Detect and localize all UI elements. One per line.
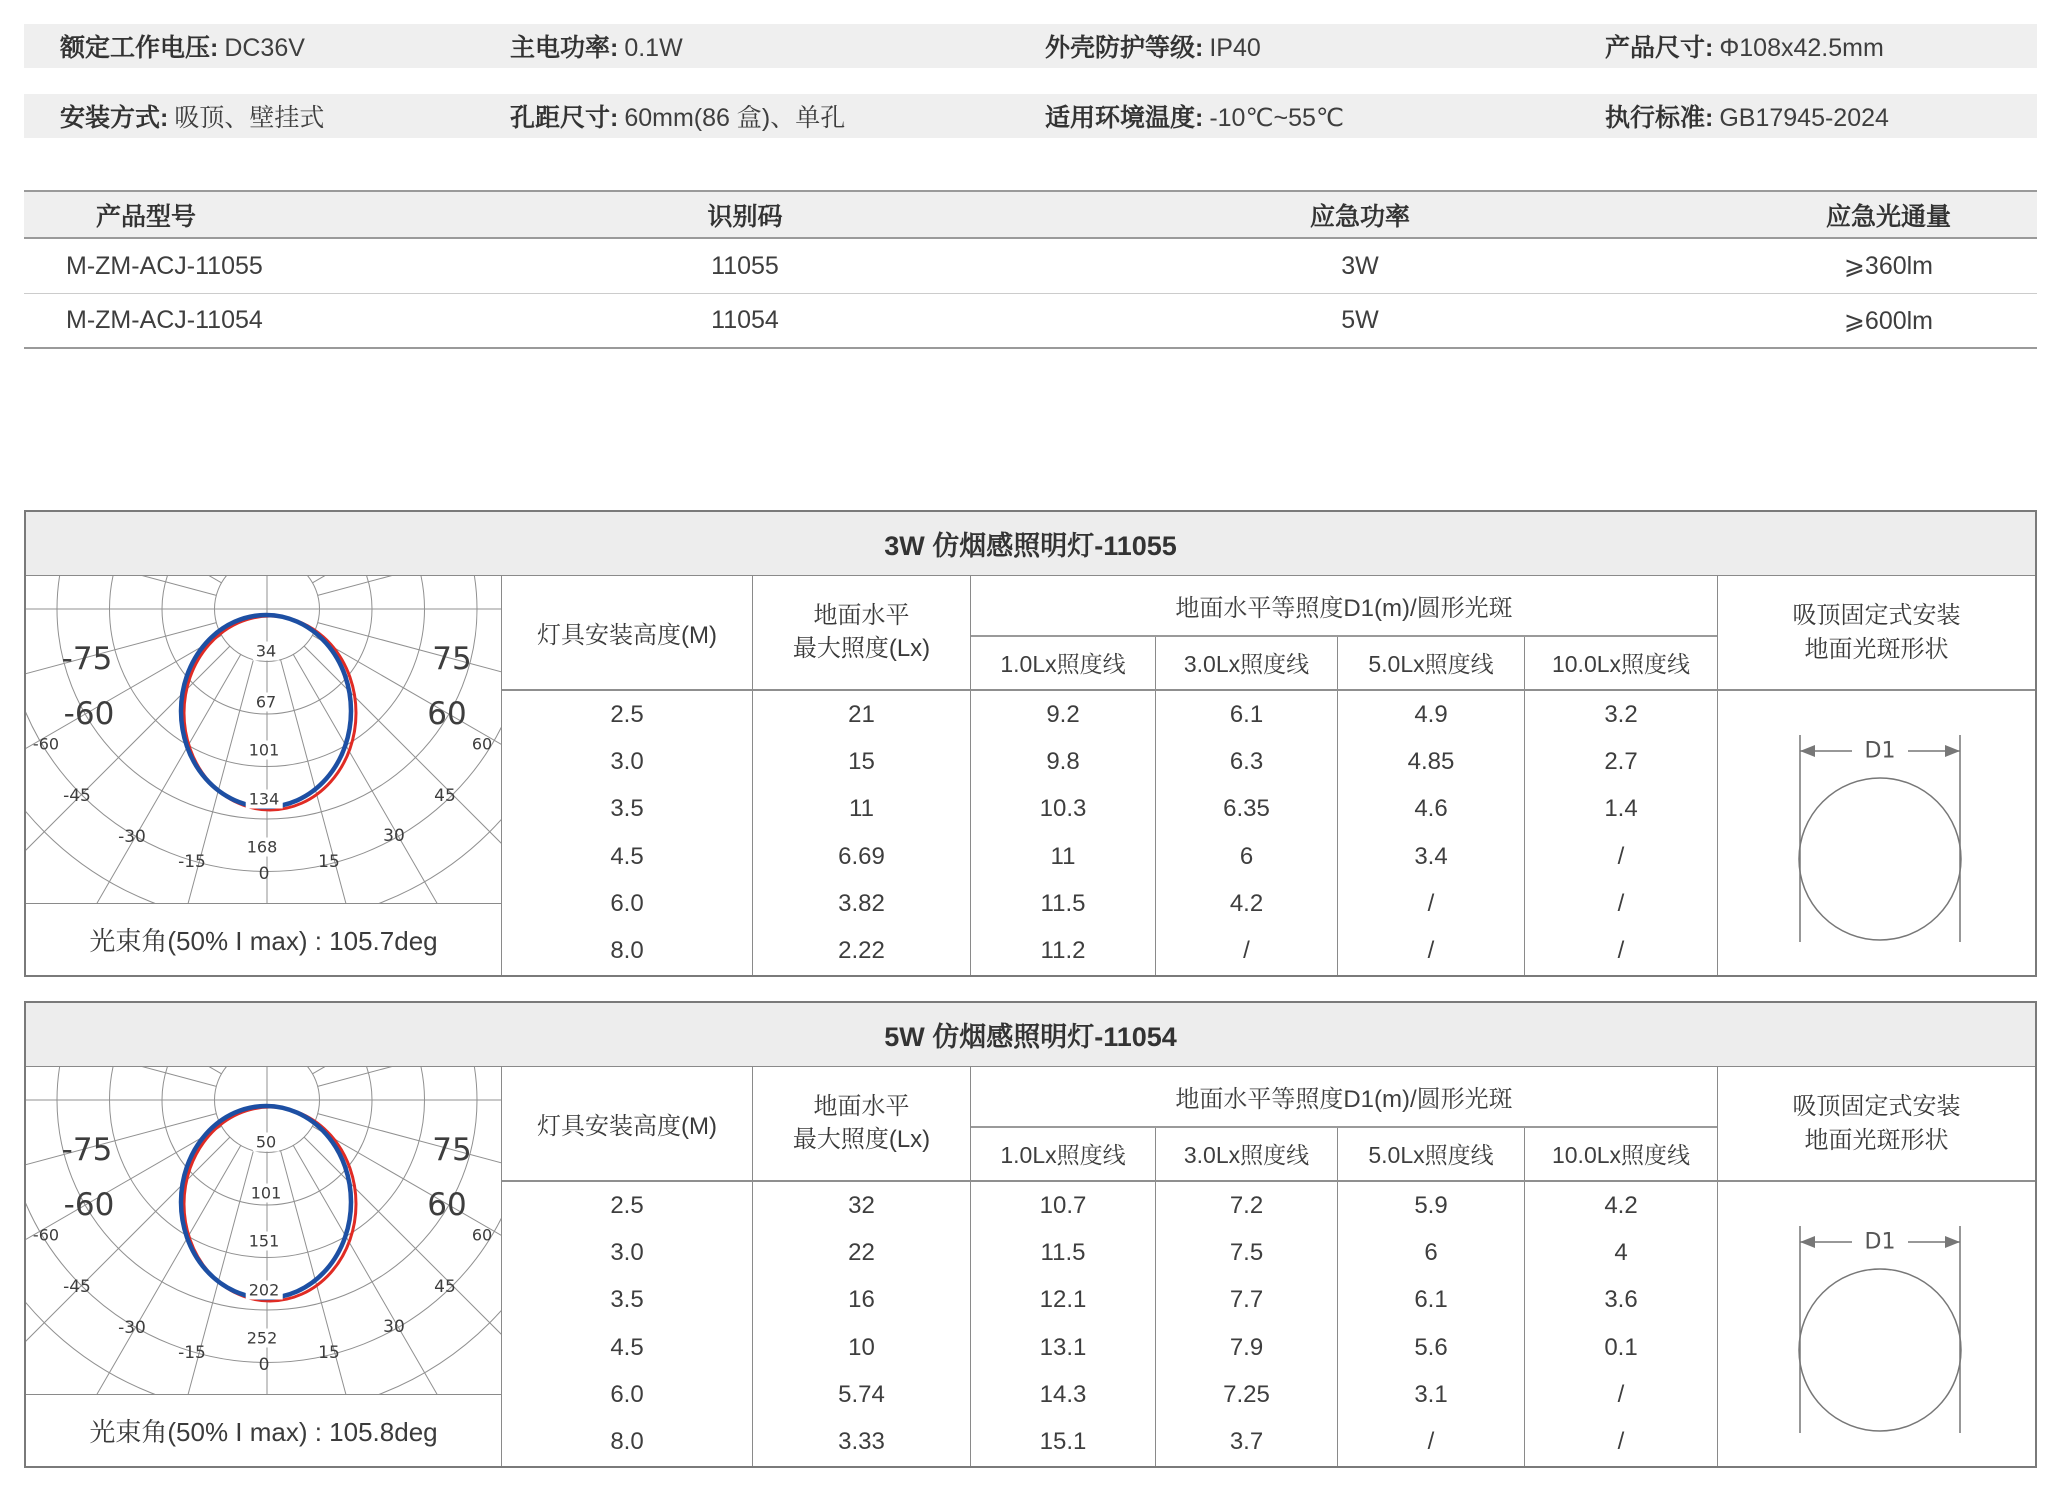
max-lx-cell: 32 (753, 1182, 971, 1229)
product-model-table (24, 190, 2037, 349)
lx5-cell: / (1338, 880, 1525, 927)
product-table-header (24, 192, 2037, 239)
spot-header-line2: 地面光斑形状 (1804, 1126, 1949, 1154)
spot-diagram (1717, 1182, 2035, 1466)
id-code-cell: 11054 (711, 306, 779, 334)
section-title: 5W 仿烟感照明灯-11054 (26, 1003, 2035, 1067)
max-lx-cell: 21 (753, 691, 971, 738)
spec-label: 执行标准: (1605, 104, 1714, 132)
emergency-flux-cell: ⩾360lm (1843, 252, 1934, 280)
angle-label: 75 (432, 641, 472, 677)
spot-header-line2: 地面光斑形状 (1804, 635, 1949, 663)
lx3-cell: 7.25 (1156, 1371, 1338, 1418)
max-lx-cell: 15 (753, 738, 971, 785)
lx1-cell: 13.1 (971, 1324, 1156, 1371)
polar-chart (26, 1067, 501, 1394)
emergency-power-cell: 5W (1341, 306, 1379, 334)
lx1-cell: 10.7 (971, 1182, 1156, 1229)
spec-bar-installation (24, 94, 2037, 138)
id-code-cell: 11055 (711, 251, 779, 280)
height-cell: 3.5 (502, 786, 753, 833)
max-lx-cell: 6.69 (753, 833, 971, 880)
lx3-cell: 7.9 (1156, 1324, 1338, 1371)
ring-label: 202 (246, 1281, 283, 1300)
lx10-cell: 3.2 (1604, 700, 1638, 728)
lx10-cell: 3.6 (1604, 1286, 1638, 1314)
column-header-model: 产品型号 (96, 202, 197, 231)
photometric-data-grid (502, 691, 1717, 975)
lx1-cell: 14.3 (971, 1371, 1156, 1418)
spec-item (474, 98, 1009, 134)
isolux-subheader: 3.0Lx照度线 (1156, 1128, 1338, 1180)
emergency-flux-cell: ⩾600lm (1843, 306, 1934, 335)
isolux-subheader: 5.0Lx照度线 (1338, 1128, 1525, 1180)
lx3-cell: 6 (1156, 833, 1338, 880)
lx5-cell: 6.1 (1338, 1277, 1525, 1324)
height-cell: 4.5 (502, 1324, 753, 1371)
max-lx-cell: 11 (753, 786, 971, 833)
table-row (24, 293, 2037, 347)
lx3-cell: 7.7 (1156, 1277, 1338, 1324)
spec-value: Φ108x42.5mm (1719, 34, 1884, 62)
ring-label: 50 (253, 1133, 279, 1152)
d1-dimension-label: D1 (1857, 739, 1904, 764)
lx1-cell: 12.1 (971, 1277, 1156, 1324)
angle-label: 45 (434, 1277, 456, 1297)
lx3-cell: 6.35 (1156, 786, 1338, 833)
max-lx-cell: 22 (753, 1229, 971, 1276)
lx1-cell: 11 (971, 833, 1156, 880)
section-3w (24, 510, 2037, 977)
angle-label: 0 (258, 864, 270, 884)
column-header-spot-shape (1717, 576, 2035, 691)
height-cell: 3.5 (502, 1277, 753, 1324)
lx1-cell: 10.3 (971, 786, 1156, 833)
lx5-cell: 6 (1338, 1229, 1525, 1276)
max-illuminance-line1: 地面水平 (813, 602, 910, 630)
lx1-cell: 15.1 (971, 1419, 1156, 1466)
spec-item (474, 28, 1009, 64)
spot-diagram-drawing (1718, 1182, 2042, 1466)
angle-label: -45 (63, 1277, 91, 1297)
angle-label: -45 (63, 786, 91, 806)
spec-label: 孔距尺寸: (510, 104, 619, 132)
height-cell: 3.0 (502, 1229, 753, 1276)
height-cell: 2.5 (502, 691, 753, 738)
lx1-cell: 9.2 (971, 691, 1156, 738)
lx3-cell: 7.5 (1156, 1229, 1338, 1276)
lx1-cell: 11.5 (971, 1229, 1156, 1276)
isolux-subheader: 1.0Lx照度线 (971, 1128, 1156, 1180)
column-header-id-code: 识别码 (707, 202, 783, 231)
max-lx-cell: 3.82 (753, 880, 971, 927)
height-cell: 3.0 (502, 738, 753, 785)
angle-label: -60 (63, 696, 115, 732)
spec-value: IP40 (1209, 34, 1261, 62)
height-cell: 6.0 (502, 880, 753, 927)
angle-label: 30 (383, 826, 405, 846)
lx5-cell: 3.4 (1338, 833, 1525, 880)
lx5-cell: / (1338, 928, 1525, 975)
lx10-cell: / (1617, 1380, 1625, 1408)
column-header-spot-shape (1717, 1067, 2035, 1182)
column-header-mount-height: 灯具安装高度(M) (502, 1067, 753, 1182)
column-header-max-illuminance (753, 1067, 971, 1182)
spec-item (24, 98, 474, 134)
ring-label: 101 (248, 1184, 285, 1203)
lx5-cell: 5.6 (1338, 1324, 1525, 1371)
column-header-emergency-power: 应急功率 (1309, 202, 1410, 231)
beam-angle-caption: 光束角(50% I max) : 105.7deg (26, 903, 501, 975)
lx10-cell: 4 (1614, 1238, 1628, 1266)
lx10-cell: / (1617, 1428, 1625, 1456)
lx1-cell: 11.5 (971, 880, 1156, 927)
angle-label: 30 (383, 1317, 405, 1337)
angle-label: 60 (471, 734, 493, 754)
ring-label: 67 (253, 693, 279, 712)
isolux-group-header: 地面水平等照度D1(m)/圆形光斑 (971, 576, 1717, 637)
angle-label: -75 (61, 1132, 113, 1168)
spec-bar-electrical (24, 24, 2037, 68)
section-5w (24, 1001, 2037, 1468)
column-header-max-illuminance (753, 576, 971, 691)
spec-value: 0.1W (624, 34, 683, 62)
isolux-subheader: 3.0Lx照度线 (1156, 637, 1338, 689)
lx10-cell: 2.7 (1604, 747, 1638, 775)
height-cell: 8.0 (502, 1419, 753, 1466)
max-lx-cell: 16 (753, 1277, 971, 1324)
table-row (24, 239, 2037, 293)
ring-label: 252 (244, 1329, 281, 1348)
ring-label: 34 (253, 642, 279, 661)
spot-header-line1: 吸顶固定式安装 (1792, 1092, 1961, 1120)
max-lx-cell: 5.74 (753, 1371, 971, 1418)
spec-label: 适用环境温度: (1045, 104, 1204, 132)
lx5-cell: 4.6 (1338, 786, 1525, 833)
angle-label: 45 (434, 786, 456, 806)
angle-label: -75 (61, 641, 113, 677)
spot-diagram-drawing (1718, 691, 2042, 975)
lx10-cell: 4.2 (1604, 1191, 1638, 1219)
lx3-cell: 6.3 (1156, 738, 1338, 785)
photometric-chart-cell (26, 1067, 502, 1466)
spot-diagram (1717, 691, 2035, 975)
lx3-cell: / (1156, 928, 1338, 975)
column-header-mount-height: 灯具安装高度(M) (502, 576, 753, 691)
lx10-cell: 1.4 (1604, 795, 1638, 823)
angle-label: -60 (32, 1225, 60, 1245)
ring-label: 101 (246, 741, 283, 760)
isolux-subheader: 10.0Lx照度线 (1551, 651, 1691, 678)
angle-label: 60 (427, 696, 467, 732)
spec-label: 额定工作电压: (60, 34, 219, 62)
lx5-cell: 5.9 (1338, 1182, 1525, 1229)
isolux-subheader: 10.0Lx照度线 (1551, 1142, 1691, 1169)
ring-label: 151 (246, 1232, 283, 1251)
lx3-cell: 4.2 (1156, 880, 1338, 927)
spec-label: 产品尺寸: (1605, 34, 1714, 62)
emergency-power-cell: 3W (1341, 251, 1379, 280)
column-header-emergency-flux: 应急光通量 (1825, 202, 1951, 231)
spec-value: DC36V (224, 34, 305, 62)
max-illuminance-line2: 最大照度(Lx) (792, 634, 931, 662)
angle-label: -60 (32, 734, 60, 754)
angle-label: 60 (427, 1187, 467, 1223)
lx5-cell: 4.85 (1338, 738, 1525, 785)
max-lx-cell: 3.33 (753, 1419, 971, 1466)
height-cell: 2.5 (502, 1182, 753, 1229)
angle-label: 0 (258, 1355, 270, 1375)
photometric-data-grid (502, 1182, 1717, 1466)
lx3-cell: 7.2 (1156, 1182, 1338, 1229)
beam-angle-caption: 光束角(50% I max) : 105.8deg (26, 1394, 501, 1466)
spec-label: 安装方式: (60, 104, 169, 132)
angle-label: 15 (318, 852, 340, 872)
spec-label: 主电功率: (510, 34, 619, 62)
angle-label: 75 (432, 1132, 472, 1168)
spec-value: GB17945-2024 (1719, 104, 1889, 132)
lx1-cell: 11.2 (971, 928, 1156, 975)
max-illuminance-line2: 最大照度(Lx) (792, 1125, 931, 1153)
angle-label: -60 (63, 1187, 115, 1223)
angle-label: -30 (118, 827, 146, 847)
ring-label: 134 (246, 790, 283, 809)
spec-value: -10℃~55℃ (1209, 104, 1345, 132)
height-cell: 4.5 (502, 833, 753, 880)
lx10-cell: / (1617, 842, 1625, 870)
photometric-chart-cell (26, 576, 502, 975)
polar-chart (26, 576, 501, 903)
height-cell: 8.0 (502, 928, 753, 975)
angle-label: 60 (471, 1225, 493, 1245)
lx5-cell: / (1338, 1419, 1525, 1466)
max-illuminance-line1: 地面水平 (813, 1093, 910, 1121)
angle-label: -15 (178, 852, 206, 872)
section-title: 3W 仿烟感照明灯-11055 (26, 512, 2035, 576)
spec-value: 吸顶、壁挂式 (174, 104, 325, 132)
lx3-cell: 6.1 (1156, 691, 1338, 738)
angle-label: 15 (318, 1343, 340, 1363)
lx10-cell: 0.1 (1604, 1333, 1638, 1361)
lx3-cell: 3.7 (1156, 1419, 1338, 1466)
d1-dimension-label: D1 (1857, 1230, 1904, 1255)
spec-item (1009, 98, 1569, 134)
model-cell: M-ZM-ACJ-11055 (66, 251, 263, 280)
max-lx-cell: 10 (753, 1324, 971, 1371)
isolux-subheader: 1.0Lx照度线 (971, 637, 1156, 689)
spec-value: 60mm(86 盒)、单孔 (624, 104, 846, 132)
spec-label: 外壳防护等级: (1045, 34, 1204, 62)
lx10-cell: / (1617, 889, 1625, 917)
spot-header-line1: 吸顶固定式安装 (1792, 601, 1961, 629)
spec-item (1009, 28, 1569, 64)
angle-label: -15 (178, 1343, 206, 1363)
isolux-group (971, 1067, 1717, 1182)
ring-label: 168 (244, 838, 281, 857)
isolux-group (971, 576, 1717, 691)
angle-label: -30 (118, 1318, 146, 1338)
lx1-cell: 9.8 (971, 738, 1156, 785)
lx5-cell: 3.1 (1338, 1371, 1525, 1418)
height-cell: 6.0 (502, 1371, 753, 1418)
max-lx-cell: 2.22 (753, 928, 971, 975)
isolux-subheader: 5.0Lx照度线 (1338, 637, 1525, 689)
lx5-cell: 4.9 (1338, 691, 1525, 738)
spec-item (24, 28, 474, 64)
spec-item (1569, 28, 2037, 64)
spec-item (1569, 98, 2037, 134)
isolux-group-header: 地面水平等照度D1(m)/圆形光斑 (971, 1067, 1717, 1128)
lx10-cell: / (1617, 937, 1625, 965)
model-cell: M-ZM-ACJ-11054 (66, 306, 263, 334)
